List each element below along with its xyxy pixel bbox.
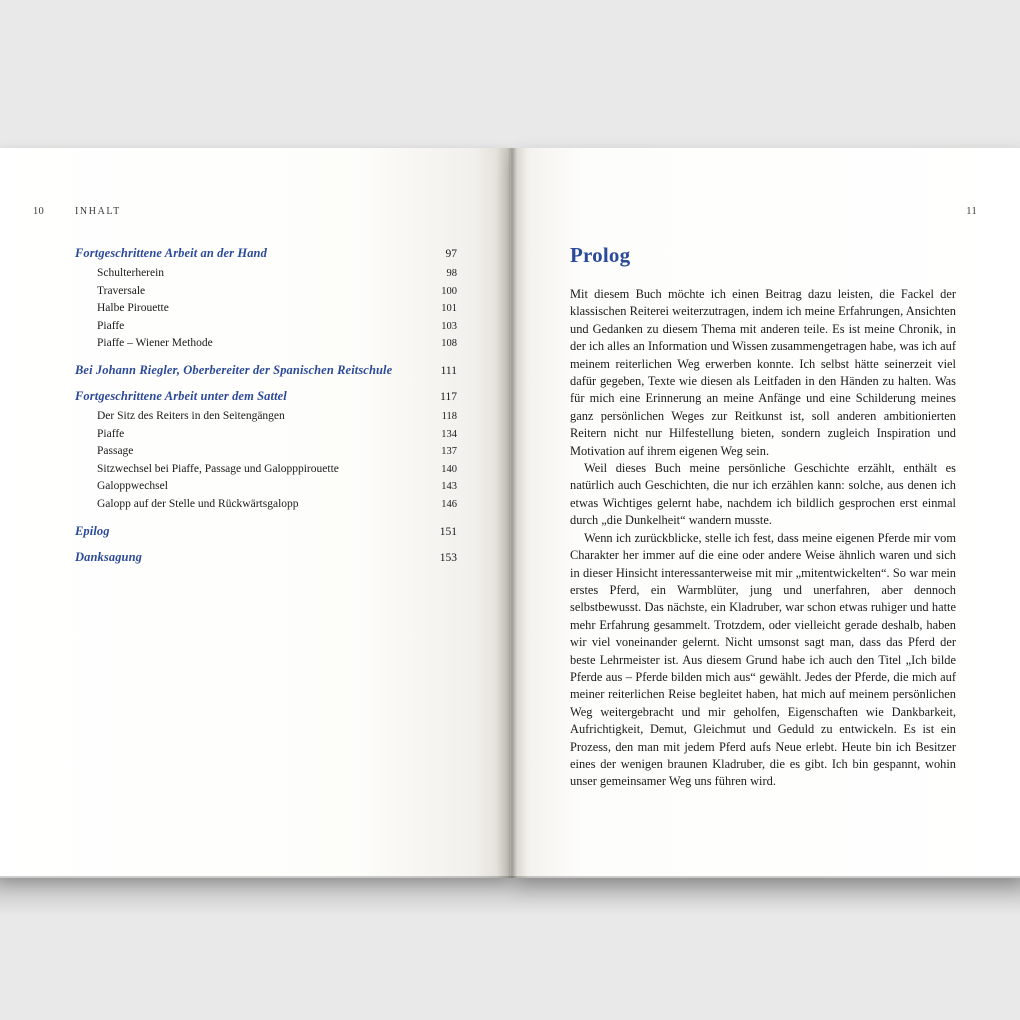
toc-entry-page: 117 — [440, 391, 457, 403]
toc-entry-label: Piaffe – Wiener Methode — [97, 337, 213, 349]
toc-entry-page: 111 — [440, 365, 457, 377]
toc-entry-page: 97 — [445, 248, 457, 260]
chapter-title-prolog: Prolog — [570, 243, 631, 267]
toc-entry[interactable] — [75, 285, 457, 297]
toc-entry-page: 103 — [441, 320, 457, 332]
toc-entry-page: 118 — [441, 411, 457, 422]
toc-entry-label: Fortgeschrittene Arbeit an der Hand — [75, 246, 267, 260]
toc-entry-page: 146 — [441, 498, 457, 510]
toc-entry[interactable] — [75, 389, 457, 404]
toc-entry-label: Piaffe — [97, 319, 125, 332]
toc-entry-label: Galoppwechsel — [97, 480, 168, 492]
book-bottom-shadow — [0, 876, 1020, 916]
running-head-inhalt: INHALT — [75, 206, 121, 217]
folio-left: 10 — [33, 206, 45, 217]
toc-entry[interactable] — [75, 363, 457, 378]
paragraph: Weil dieses Buch meine persönliche Geschichte erzählt, enthält es natürlich auch Geschichten, die nur ich erzählen kann: solche, aus denen ich etwas Wichtiges gelernt habe, nachdem ich bildlich gesprochen erst einmal durch „die Dunkelheit“ wandern musste. — [570, 461, 956, 528]
toc-entry[interactable] — [75, 410, 457, 422]
prolog-body — [570, 286, 956, 791]
toc-entry[interactable] — [75, 337, 457, 349]
toc-entry-page: 134 — [441, 428, 457, 440]
toc-entry-label: Passage — [97, 445, 134, 457]
toc-entry[interactable] — [75, 302, 457, 314]
toc-entry-page: 140 — [441, 463, 457, 475]
toc-entry[interactable] — [75, 246, 457, 261]
toc-entry-label: Traversale — [97, 284, 146, 297]
table-of-contents — [75, 246, 457, 571]
toc-entry-page: 153 — [439, 551, 457, 564]
toc-entry-label: Der Sitz des Reiters in den Seitengängen — [97, 410, 285, 422]
toc-entry-label: Fortgeschrittene Arbeit unter dem Sattel — [75, 389, 287, 403]
toc-entry-page: 143 — [441, 481, 457, 492]
toc-entry-page: 151 — [439, 525, 457, 538]
toc-entry[interactable] — [75, 445, 457, 457]
toc-entry-page: 101 — [441, 303, 457, 314]
page-left — [0, 148, 510, 878]
toc-entry-label: Danksagung — [75, 549, 142, 564]
toc-entry[interactable] — [75, 480, 457, 492]
toc-entry-label: Piaffe — [97, 427, 125, 440]
toc-entry-label: Schulterherein — [97, 267, 165, 279]
toc-entry[interactable] — [75, 320, 457, 332]
toc-entry[interactable] — [75, 498, 457, 510]
book-spread — [0, 148, 1020, 878]
toc-entry[interactable] — [75, 428, 457, 440]
toc-entry[interactable] — [75, 550, 457, 565]
toc-entry-page: 100 — [441, 285, 457, 297]
toc-entry[interactable] — [75, 524, 457, 539]
toc-entry[interactable] — [75, 267, 457, 279]
paragraph: Wenn ich zurückblicke, stelle ich fest, dass meine eigenen Pferde mir vom Charakter her immer auf die eine oder andere Weise ähnlich waren und sich in dieser Hinsicht interessanterweise mit mir „mitentwickelten“. So war mein erstes Pferd, ein Warmblüter, jung und unerfahren, aber dennoch selbstbewusst. Das nächste, ein Kladruber, war schon etwas ruhiger und hatte mehr Erfahrung gesammelt. Trotzdem, oder vielleicht gerade deshalb, haben wir viel voneinander gelernt. Nicht umsonst sagt man, dass das Pferd der beste Lehrmeister ist. Aus diesem Grund habe ich auch den Titel „Ich bilde Pferde aus – Pferde bilden mich aus“ gewählt. Jedes der Pferde, die mich auf meiner reiterlichen Reise begleitet haben, hat mich auf meinem persönlichen Weg weitergebracht und mir geholfen, Eigenschaften wie Dankbarkeit, Aufrichtigkeit, Demut, Gleichmut und Geduld zu entwickeln. Es ist ein Prozess, den man mit jedem Pferd aufs Neue erlebt. Heute bin ich Besitzer eines der wenigen braunen Kladruber, die es gibt. Ich bin gespannt, wohin unser gemeinsamer Weg uns führen wird. — [570, 530, 956, 789]
toc-entry-page: 137 — [441, 446, 457, 457]
toc-entry-label: Epilog — [75, 523, 110, 538]
toc-entry-label: Bei Johann Riegler, Oberbereiter der Spanischen Reitschule — [75, 363, 393, 377]
folio-right: 11 — [966, 206, 977, 217]
toc-entry-label: Halbe Pirouette — [97, 302, 169, 314]
toc-entry-page: 98 — [446, 268, 457, 279]
toc-entry[interactable] — [75, 463, 457, 475]
toc-entry-label: Sitzwechsel bei Piaffe, Passage und Galopppirouette — [97, 462, 339, 475]
page-right — [510, 148, 1020, 878]
paragraph: Mit diesem Buch möchte ich einen Beitrag dazu leisten, die Fackel der klassischen Reiterei weiterzutragen, indem ich meine Erfahrungen, Ansichten und Gedanken zu diesem Thema mit anderen teile. Es ist meine Chronik, in der ich alles an Information und Wissen zusammengetragen habe, was ich auf meinem reiterlichen Weg erwerben konnte. Ich selbst hätte seinerzeit viel dafür gegeben, Texte wie diesen als Leitfaden in den Händen zu halten. Was für mich eine Erinnerung an meine Anfänge und eine Schilderung meines ganz persönlichen Weges zur Reitkunst ist, soll anderen ambitionierten Reitern nicht nur Hilfestellung bieten, sondern zugleich Inspiration und Motivation auf ihrem eigenen Weg sein. — [570, 287, 956, 458]
toc-entry-label: Galopp auf der Stelle und Rückwärtsgalopp — [97, 497, 299, 510]
toc-entry-page: 108 — [441, 338, 457, 349]
